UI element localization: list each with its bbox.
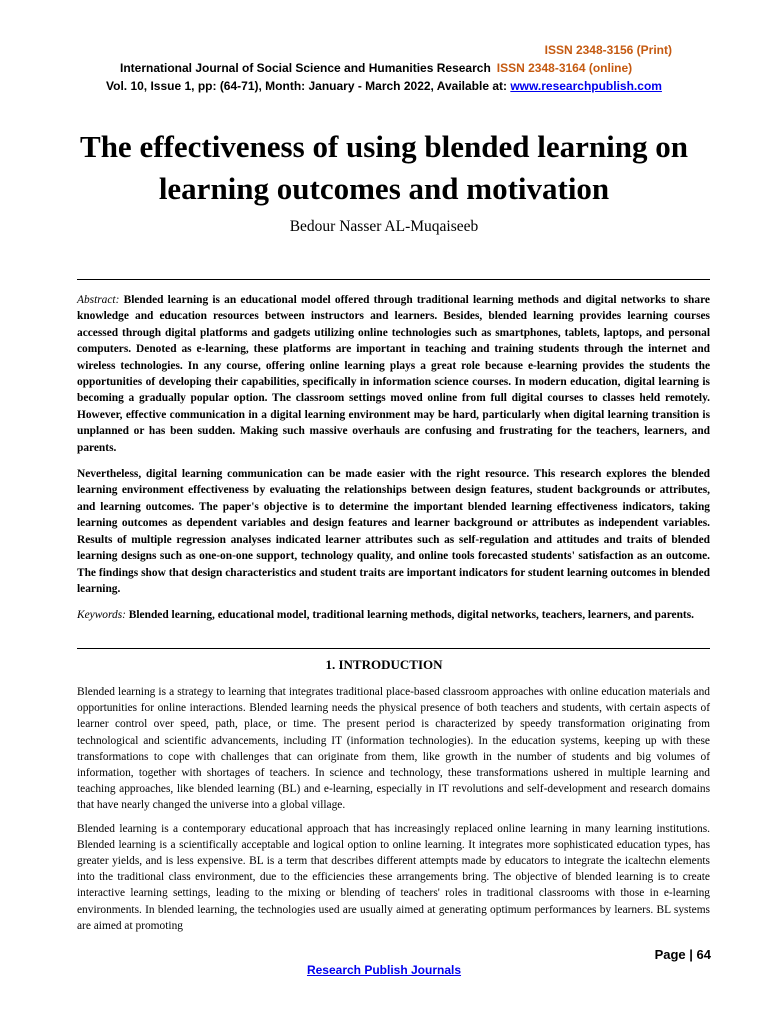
keywords-paragraph <box>77 607 710 623</box>
abstract-paragraph-2: Nevertheless, digital learning communication can be made easier with the right resource. This research explores the blended learning environment effectiveness by evaluating the relationships between design features, student backgrounds or attributes, and learning outcomes. The paper's objective is to determine the important blended learning effectiveness indicators, taking learning outcomes as dependent variables and design features and learner background or attributes as independent variables. Results of multiple regression analyses indicated learner attributes such as self-regulation and attitudes and traits of blended learning designs such as one-on-one support, technology quality, and online tools forecasted students' satisfaction as an outcome. The findings show that design characteristics and student traits are important indicators for student learning outcomes in blended learning. <box>77 468 710 595</box>
volume-info: Vol. 10, Issue 1, pp: (64-71), Month: January - March 2022, Available at: <box>106 79 511 93</box>
keywords-label: Keywords: <box>77 609 126 622</box>
paper-title: The effectiveness of using blended learning on learning outcomes and motivation <box>80 129 688 206</box>
abstract-block <box>77 292 710 634</box>
journal-name: International Journal of Social Science and Humanities Research <box>120 61 491 75</box>
abstract-top-divider <box>77 279 710 280</box>
issn-print: ISSN 2348-3156 (Print) <box>544 43 672 57</box>
journal-url-link[interactable]: www.researchpublish.com <box>510 79 662 93</box>
keywords-text: Blended learning, educational model, traditional learning methods, digital networks, teachers, learners, and parents. <box>128 609 695 622</box>
abstract-paragraph-1 <box>77 292 710 456</box>
issn-online: ISSN 2348-3164 (online) <box>496 61 633 75</box>
section-heading-introduction: 1. INTRODUCTION <box>325 657 443 672</box>
intro-paragraph-2: Blended learning is a contemporary educational approach that has increasingly replaced online learning in many learning institutions. Blended learning is a scientifically acceptable and logical option to online learning. It integrates more sophisticated education types, has greater yields, and is less expensive. BL is a term that describes different attempts made by educators to integrate the icaltechn elements into the traditional class environment, due to the efficiencies these arrangements bring. The objective of blended learning is to create interactive learning settings, leading to the mixing or blending of teachers' roles in traditional classrooms with those in e-learning environments. In blended learning, the technologies used are usually aimed at generating optimum performances by learners. BL systems are aimed at promoting <box>77 822 710 932</box>
footer <box>0 963 768 977</box>
page-number: Page | 64 <box>654 947 711 962</box>
intro-paragraph-1: Blended learning is a strategy to learning that integrates traditional place-based classroom approaches with online education materials and opportunities for online interactions. Blended learning needs the physical presence of both teachers and students, with certain aspects of learner control over speed, path, place, or time. The present period is characterized by speedy transformation originating from technological and scientific advancements, including IT (information technologies). In the education systems, keeping up with these transformations to cope with challenges that can originate from them, like growth in the number of students and big volumes of information, together with shortages of teachers. In science and technology, these transformations ushered in multiple learning and teaching approaches, like blended learning (BL) and e-learning, especially in IT revolutions and self-development and research domains that have nearly changed the universe into a global village. <box>77 686 710 812</box>
journal-header <box>120 61 632 76</box>
abstract-bottom-divider <box>77 648 710 649</box>
publisher-link[interactable]: Research Publish Journals <box>306 963 462 977</box>
volume-info-line <box>106 79 662 94</box>
introduction-body <box>77 684 710 941</box>
abstract-text-1: Blended learning is an educational model offered through traditional learning methods and digital networks to share knowledge and education resources between instructors and learners. Besides, blended learning provides learning courses accessed through digital platforms and gadgets utilizing online technologies such as smartphones, tablets, laptops, and personal computers. Denoted as e-learning, these platforms are important in teaching and training students through the internet and wireless technologies. In any course, offering online learning plays a great role because e-learning provides the students the opportunities of developing their capabilities, specifically in information science courses. In modern education, digital learning is becoming a gradually popular option. The classroom settings moved online from full digital courses to classes held remotely. However, effective communication in a digital learning environment may be hard, particularly when digital learning transition is unplanned or has been sudden. Making such massive overhauls are confusing and frustrating for the teachers, learners, and parents. <box>77 294 710 454</box>
abstract-label: Abstract: <box>77 294 120 306</box>
author-name: Bedour Nasser AL-Muqaiseeb <box>289 218 479 235</box>
